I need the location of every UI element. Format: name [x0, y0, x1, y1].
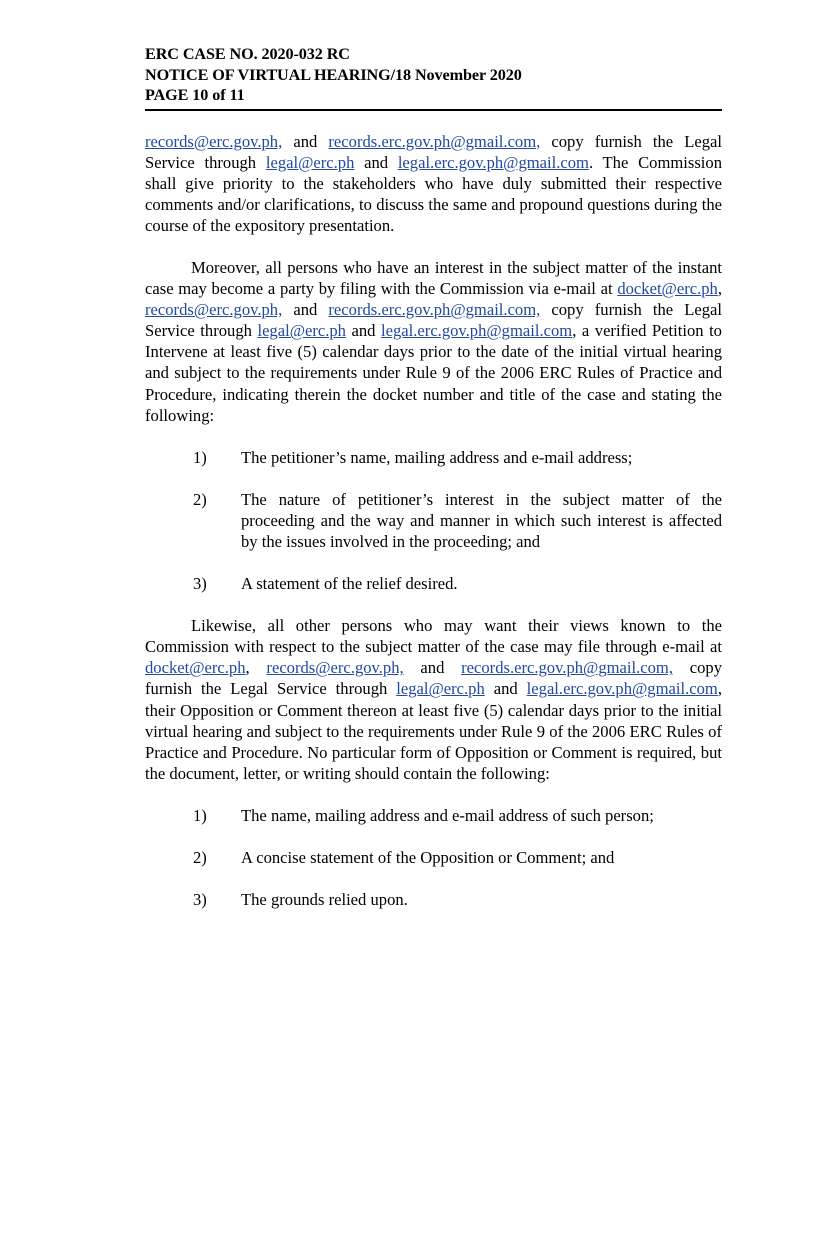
email-link-records-erc-gov-ph[interactable]: records@erc.gov.ph,	[145, 300, 283, 320]
email-link-docket-erc-ph[interactable]: docket@erc.ph	[617, 279, 718, 299]
list-item-text: The name, mailing address and e-mail address of such person;	[241, 805, 654, 825]
p2-text-1: Moreover, all persons who have an interest in the subject matter of the instant case may become a party by filing with the Commission via e-mail at	[145, 257, 722, 299]
list-item	[145, 573, 722, 594]
p3-text-6: , their Opposition or Comment thereon at least five (5) calendar days prior to the initial virtual hearing and subject to the requirements under Rule 9 of the 2006 ERC Rules of Practice and Procedure. No particular form of Opposition or Comment is required, but the document, letter, or writing should contain the following:	[145, 679, 722, 783]
p1-text-2: copy furnish the Legal Service through	[145, 131, 723, 172]
email-link-records-erc-gov-ph[interactable]: records@erc.gov.ph,	[266, 658, 404, 678]
p3-text-2: ,	[245, 658, 267, 678]
list-item-marker: 1)	[193, 447, 207, 467]
list-item-marker: 3)	[193, 574, 207, 594]
header-notice-title: NOTICE OF VIRTUAL HEARING/18 November 2020	[145, 65, 522, 84]
list-spacer-top	[145, 426, 722, 447]
list-item	[145, 805, 722, 826]
list-item-text: The nature of petitioner’s interest in the subject matter of the proceeding and the way and manner in which such interest is affected by the issues involved in the proceeding; and	[241, 489, 722, 551]
email-link-records-erc-gov-ph-gmail[interactable]: records.erc.gov.ph@gmail.com,	[328, 300, 541, 320]
p2-text-2: ,	[717, 279, 722, 299]
list-item	[145, 847, 722, 868]
list-item-text: A statement of the relief desired.	[241, 574, 458, 594]
email-link-legal-erc-ph[interactable]: legal@erc.ph	[265, 152, 355, 172]
list-item	[145, 447, 722, 468]
email-link-legal-erc-ph[interactable]: legal@erc.ph	[396, 679, 485, 699]
petition-requirements-list	[145, 447, 722, 594]
list-item-marker: 2)	[193, 489, 207, 509]
p3-text-1: Likewise, all other persons who may want their views known to the Commission with respect to the subject matter of the case may file through e-mail at	[145, 616, 722, 657]
email-link-docket-erc-ph[interactable]: docket@erc.ph	[145, 658, 246, 678]
document-header	[145, 44, 722, 106]
p3-text-3: and	[403, 658, 462, 678]
email-link-records-erc-gov-ph-gmail[interactable]: records.erc.gov.ph@gmail.com,	[328, 131, 541, 151]
header-page-number: PAGE 10 of 11	[145, 86, 245, 104]
p2-text-3: and	[282, 300, 329, 320]
p2-text-6: , a verified Petition to Intervene at least five (5) calendar days prior to the date of the initial virtual hearing and subject to the requirements under Rule 9 of the 2006 ERC Rules of Practice and Procedure, indicating therein the docket number and title of the case and stating the following:	[145, 321, 722, 425]
document-body	[145, 131, 722, 911]
header-case-number: ERC CASE NO. 2020-032 RC	[145, 45, 350, 63]
p3-text-5: and	[484, 679, 527, 699]
paragraph-continuation	[145, 131, 722, 236]
page-content	[145, 44, 722, 910]
header-divider	[145, 109, 722, 111]
email-link-records-erc-gov-ph[interactable]: records@erc.gov.ph,	[145, 131, 283, 151]
list-item-marker: 2)	[193, 848, 207, 868]
paragraph-moreover	[145, 257, 722, 426]
paragraph-likewise	[145, 615, 722, 784]
email-link-legal-erc-ph[interactable]: legal@erc.ph	[257, 321, 346, 341]
list-item-text: The grounds relied upon.	[241, 890, 408, 910]
list-item-marker: 1)	[193, 805, 207, 825]
list2-spacer-top	[145, 784, 722, 805]
list-item	[145, 489, 722, 552]
list-spacer-bottom	[145, 594, 722, 615]
list-item-marker: 3)	[193, 890, 207, 910]
email-link-legal-erc-gov-ph-gmail[interactable]: legal.erc.gov.ph@gmail.com	[526, 679, 718, 699]
opposition-requirements-list	[145, 805, 722, 910]
email-link-legal-erc-gov-ph-gmail[interactable]: legal.erc.gov.ph@gmail.com	[397, 152, 589, 172]
p2-text-4: copy furnish the Legal Service through	[145, 300, 723, 341]
list-item	[145, 889, 722, 910]
list-item-text: A concise statement of the Opposition or Comment; and	[241, 848, 615, 868]
p1-text-1: and	[282, 131, 329, 151]
paragraph-spacer	[145, 236, 722, 257]
p3-text-4: copy furnish the Legal Service through	[145, 658, 723, 699]
p1-text-4: . The Commission shall give priority to the stakeholders who have duly submitted their respective comments and/or clarifications, to discuss the same and propound questions during the course of the expository presentation.	[145, 152, 722, 235]
p1-text-3: and	[354, 152, 398, 172]
email-link-legal-erc-gov-ph-gmail[interactable]: legal.erc.gov.ph@gmail.com	[381, 321, 573, 341]
email-link-records-erc-gov-ph-gmail[interactable]: records.erc.gov.ph@gmail.com,	[461, 658, 673, 678]
p2-text-5: and	[345, 321, 382, 341]
list-item-text: The petitioner’s name, mailing address and e-mail address;	[241, 447, 633, 467]
